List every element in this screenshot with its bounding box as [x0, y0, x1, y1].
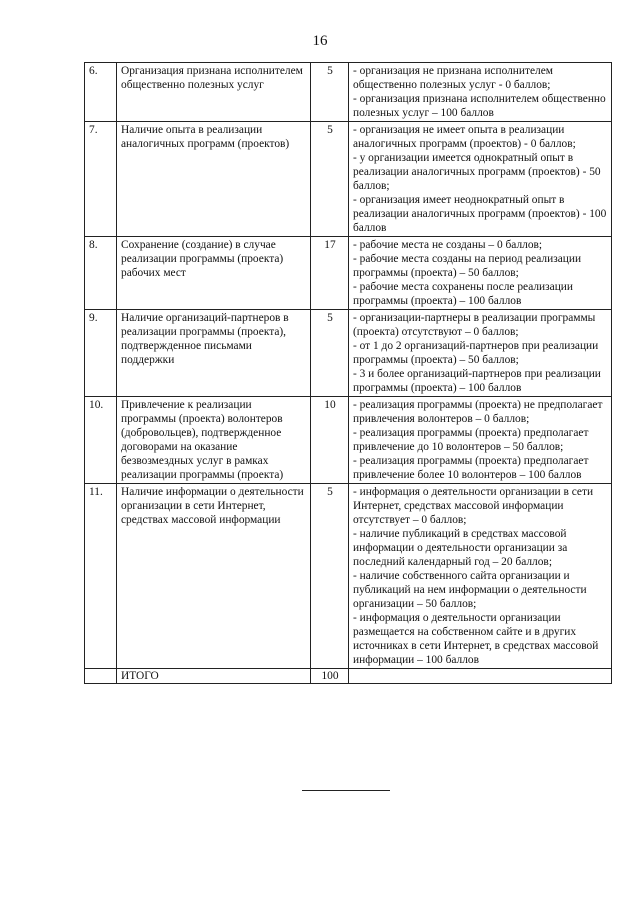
criterion-name: Организация признана исполнителем общественно полезных услуг	[117, 63, 311, 122]
scoring-option: - у организации имеется однократный опыт в реализации аналогичных программ (проектов) - 50 баллов;	[353, 152, 601, 192]
criterion-scoring-description	[349, 484, 612, 669]
scoring-option: - рабочие места не созданы – 0 баллов;	[353, 239, 543, 251]
criterion-max-score: 5	[311, 484, 349, 669]
criteria-row	[85, 122, 612, 237]
criteria-row	[85, 397, 612, 484]
footnote-rule	[302, 790, 390, 791]
scoring-option: - организация не имеет опыта в реализации аналогичных программ (проектов) - 0 баллов;	[353, 124, 576, 150]
scoring-option: - наличие публикаций в средствах массовой информации о деятельности организации за последний календарный год – 20 баллов;	[353, 528, 568, 568]
criterion-name: Наличие организаций-партнеров в реализации программы (проекта), подтвержденное письмами поддержки	[117, 310, 311, 397]
criterion-max-score: 5	[311, 122, 349, 237]
criteria-row	[85, 63, 612, 122]
scoring-option: - рабочие места сохранены после реализации программы (проекта) – 100 баллов	[353, 281, 573, 307]
criterion-name: Наличие опыта в реализации аналогичных программ (проектов)	[117, 122, 311, 237]
criteria-row	[85, 310, 612, 397]
scoring-option: - от 1 до 2 организаций-партнеров при реализации программы (проекта) – 50 баллов;	[353, 340, 599, 366]
total-score: 100	[311, 669, 349, 684]
criterion-number: 10.	[85, 397, 117, 484]
criterion-max-score: 5	[311, 63, 349, 122]
scoring-option: - информация о деятельности организации в сети Интернет, средствах массовой информации отсутствует – 0 баллов;	[353, 486, 594, 526]
criteria-table	[84, 62, 612, 684]
criterion-name: Сохранение (создание) в случае реализации программы (проекта) рабочих мест	[117, 237, 311, 310]
scoring-option: - 3 и более организаций-партнеров при реализации программы (проекта) – 100 баллов	[353, 368, 601, 394]
total-label: ИТОГО	[117, 669, 311, 684]
total-desc-cell	[349, 669, 612, 684]
page-number: 16	[312, 33, 328, 49]
scoring-option: - рабочие места созданы на период реализации программы (проекта) – 50 баллов;	[353, 253, 582, 279]
scoring-option: - реализация программы (проекта) не предполагает привлечения волонтеров – 0 баллов;	[353, 399, 603, 425]
total-row	[85, 669, 612, 684]
criterion-max-score: 5	[311, 310, 349, 397]
criterion-scoring-description	[349, 237, 612, 310]
scoring-option: - реализация программы (проекта) предполагает привлечение до 10 волонтеров – 50 баллов;	[353, 427, 589, 453]
scoring-option: - наличие собственного сайта организации и публикаций на нем информации о деятельности организации – 50 баллов;	[353, 570, 587, 610]
criterion-name: Наличие информации о деятельности организации в сети Интернет, средствах массовой информации	[117, 484, 311, 669]
criterion-scoring-description	[349, 397, 612, 484]
criterion-scoring-description	[349, 122, 612, 237]
criterion-number: 8.	[85, 237, 117, 310]
criteria-table-body	[85, 63, 612, 684]
criterion-scoring-description	[349, 63, 612, 122]
criterion-number: 7.	[85, 122, 117, 237]
criterion-name: Привлечение к реализации программы (проекта) волонтеров (добровольцев), подтвержденное договорами на оказание безвозмездных услуг в рамках реализации программы (проекта)	[117, 397, 311, 484]
criterion-max-score: 17	[311, 237, 349, 310]
scoring-option: - организация не признана исполнителем общественно полезных услуг - 0 баллов;	[353, 65, 553, 91]
scoring-option: - организация признана исполнителем общественно полезных услуг – 100 баллов	[353, 93, 606, 119]
total-num-cell	[85, 669, 117, 684]
scoring-option: - организация имеет неоднократный опыт в реализации аналогичных программ (проектов) - 100 баллов	[353, 194, 607, 234]
scoring-option: - реализация программы (проекта) предполагает привлечение более 10 волонтеров – 100 баллов	[353, 455, 589, 481]
criterion-number: 6.	[85, 63, 117, 122]
criteria-row	[85, 237, 612, 310]
criterion-number: 9.	[85, 310, 117, 397]
scoring-option: - информация о деятельности организации размещается на собственном сайте и в других источниках в сети Интернет, в средствах массовой информации – 100 баллов	[353, 612, 599, 666]
criterion-number: 11.	[85, 484, 117, 669]
scoring-option: - организации-партнеры в реализации программы (проекта) отсутствуют – 0 баллов;	[353, 312, 596, 338]
criterion-scoring-description	[349, 310, 612, 397]
criterion-max-score: 10	[311, 397, 349, 484]
criteria-row	[85, 484, 612, 669]
